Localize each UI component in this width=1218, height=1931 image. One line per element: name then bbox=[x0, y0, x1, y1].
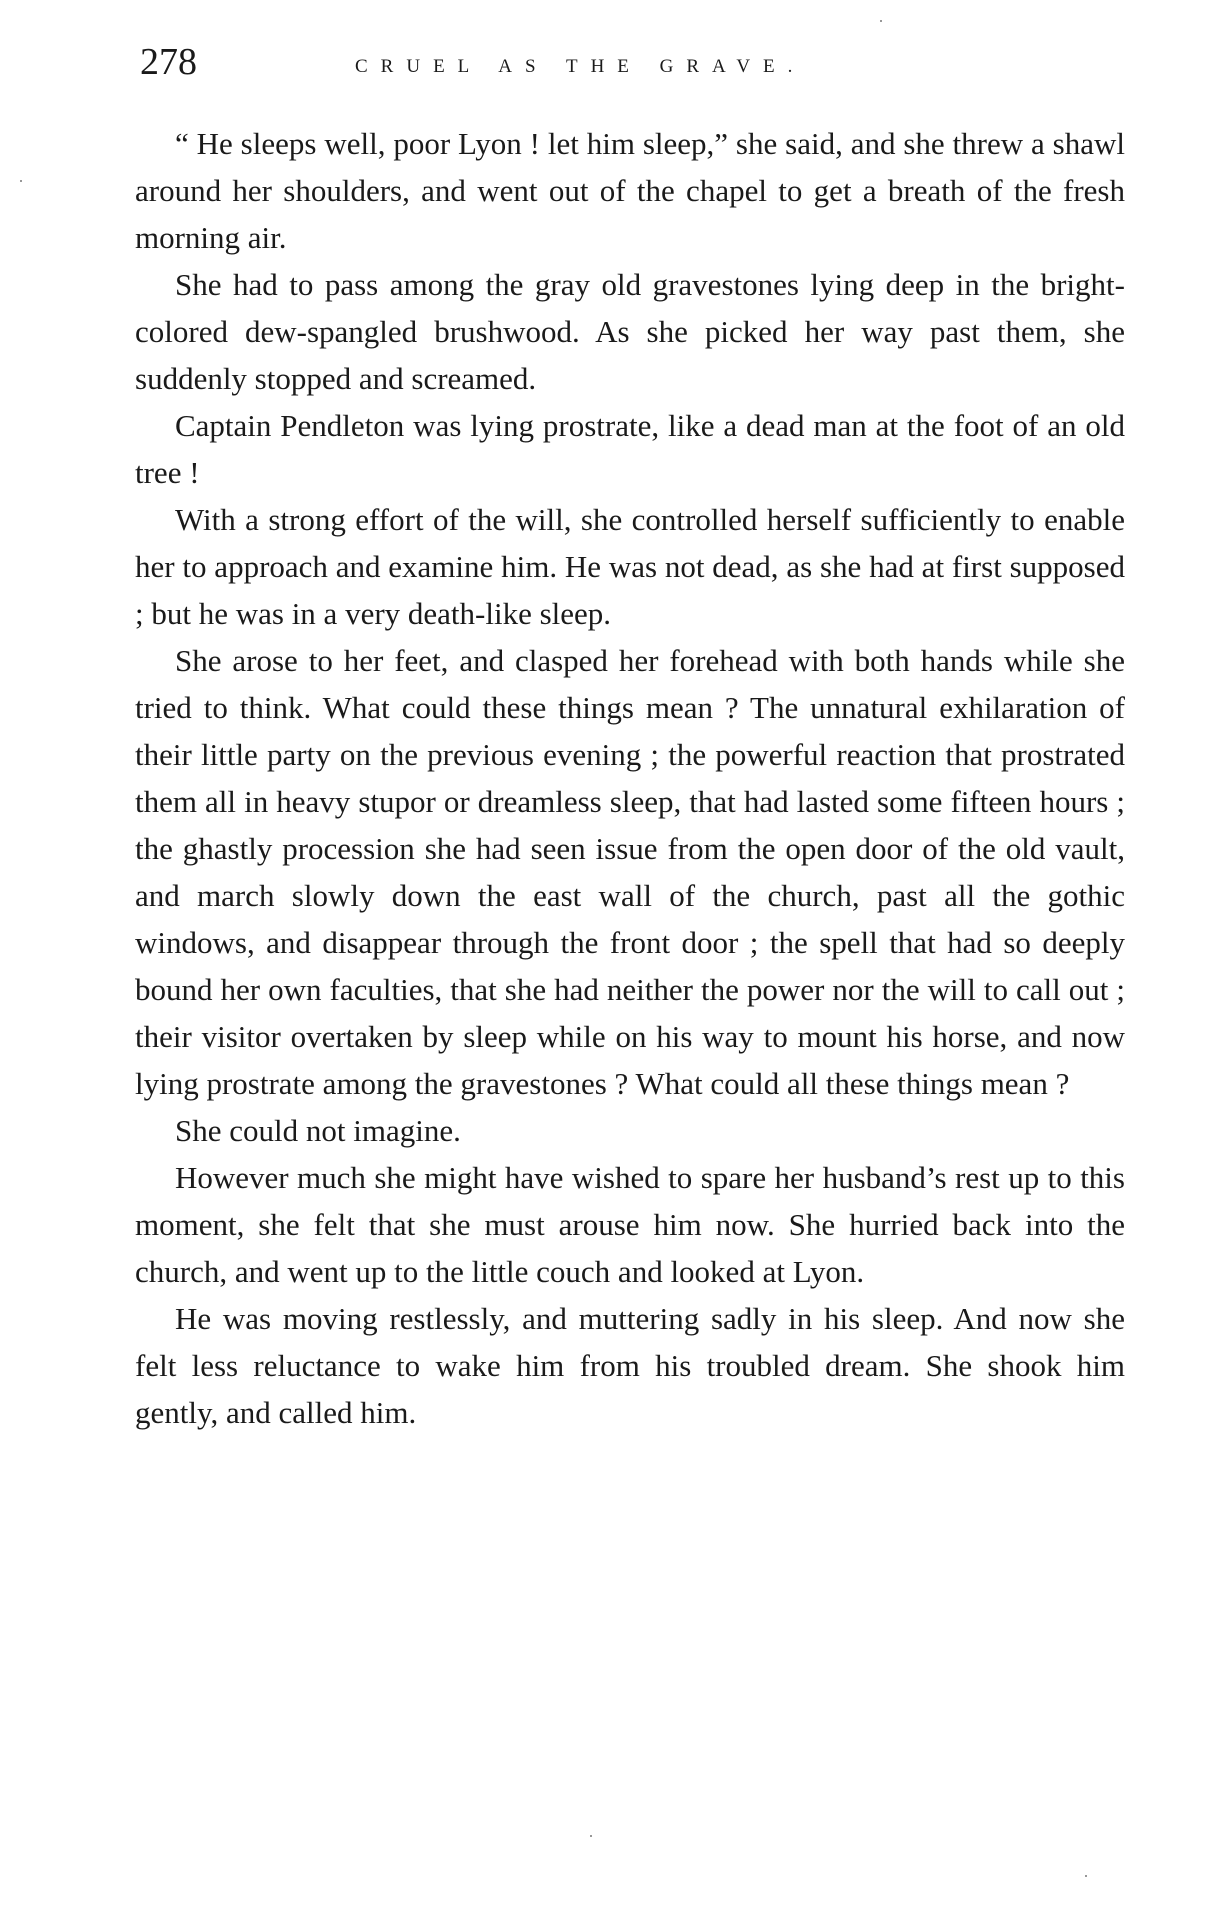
paragraph: With a strong effort of the will, she controlled herself sufficiently to enable her to approach and examine him. He was not dead, as she had at first supposed ; but he was in a very death-like sleep. bbox=[135, 502, 1125, 631]
paper-speck bbox=[1085, 1875, 1087, 1877]
paragraph: However much she might have wished to spare her husband’s rest up to this moment, she felt that she must arouse him now. She hurried back into the church, and went up to the little couch and looked at Lyon. bbox=[135, 1160, 1125, 1289]
paper-speck bbox=[590, 1835, 592, 1837]
paragraph: She arose to her feet, and clasped her forehead with both hands while she tried to think. What could these things mean ? The unnatural exhilaration of their little party on the previous evening ; the powerful reaction that prostrated them all in heavy stupor or dreamless sleep, that had lasted some fifteen hours ; the ghastly procession she had seen issue from the open door of the old vault, and march slowly down the east wall of the church, past all the gothic windows, and disappear through the front door ; the spell that had so deeply bound her own faculties, that she had neither the power nor the will to call out ; their visitor overtaken by sleep while on his way to mount his horse, and now lying prostrate among the gravestones ? What could all these things mean ? bbox=[135, 643, 1125, 1101]
body-text bbox=[135, 120, 1125, 1436]
page-number: 278 bbox=[140, 41, 197, 83]
paragraph: “ He sleeps well, poor Lyon ! let him sleep,” she said, and she threw a shawl around her shoulders, and went out of the chapel to get a breath of the fresh morning air. bbox=[135, 126, 1125, 255]
page-header bbox=[140, 40, 1130, 90]
running-head: CRUEL AS THE GRAVE. bbox=[355, 56, 806, 77]
paper-speck bbox=[20, 180, 22, 182]
paragraph: Captain Pendleton was lying prostrate, like a dead man at the foot of an old tree ! bbox=[135, 408, 1125, 490]
paper-speck bbox=[880, 20, 882, 22]
paragraph: He was moving restlessly, and muttering sadly in his sleep. And now she felt less reluctance to wake him from his troubled dream. She shook him gently, and called him. bbox=[135, 1301, 1125, 1430]
paragraph: She had to pass among the gray old gravestones lying deep in the bright-colored dew-spangled brushwood. As she picked her way past them, she suddenly stopped and screamed. bbox=[135, 267, 1125, 396]
paragraph: She could not imagine. bbox=[175, 1113, 461, 1148]
